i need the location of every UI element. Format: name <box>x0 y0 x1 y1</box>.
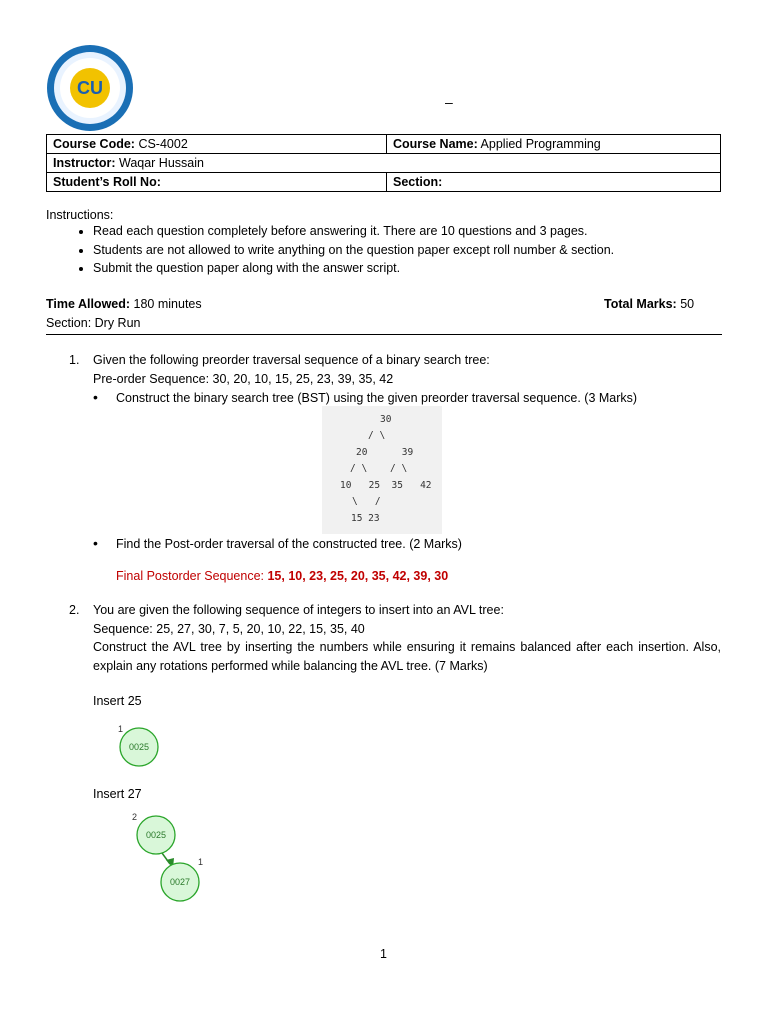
answer-label: Final Postorder Sequence: <box>116 569 268 583</box>
total-marks <box>604 297 694 311</box>
bst-tree-image <box>322 406 442 534</box>
time-allowed <box>46 297 202 311</box>
q1-bullet-construct: Construct the binary search tree (BST) using the given preorder traversal sequence. (3 Marks) <box>116 391 638 405</box>
roll-cell <box>47 173 387 192</box>
insert-25-label: Insert 25 <box>93 694 142 708</box>
tree-line: 30 <box>380 414 392 425</box>
node-value: 0025 <box>128 742 150 752</box>
instruction-item: • Read each question completely before answering it. There are 10 questions and 3 pages. <box>93 222 733 241</box>
page-number: 1 <box>380 947 387 961</box>
instructor-cell <box>47 154 721 173</box>
height-label: 1 <box>118 724 124 734</box>
q1-bullet-postorder: Find the Post-order traversal of the constructed tree. (2 Marks) <box>116 537 462 551</box>
course-name-value: Applied Programming <box>480 137 601 151</box>
tree-line: / \ <box>368 430 386 441</box>
q1-number: 1. <box>69 353 80 367</box>
avl-tree-step-2 <box>128 808 218 904</box>
instructions-heading: Instructions: <box>46 208 114 222</box>
course-name-cell <box>387 135 721 154</box>
roll-label: Student’s Roll No: <box>53 175 161 189</box>
tree-line: 10 25 35 42 <box>340 480 432 491</box>
time-value: 180 minutes <box>133 297 202 311</box>
section-line: Section: Dry Run <box>46 316 141 330</box>
node-value: 0025 <box>145 830 167 840</box>
tree-line: 15 23 <box>351 513 380 524</box>
course-code-value: CS-4002 <box>138 137 188 151</box>
avl-tree-step-1 <box>112 722 172 772</box>
time-label: Time Allowed: <box>46 297 131 311</box>
course-name-label: Course Name: <box>393 137 478 151</box>
course-info-table <box>46 134 721 192</box>
q2-text: You are given the following sequence of integers to insert into an AVL tree: <box>93 603 504 617</box>
course-code-cell <box>47 135 387 154</box>
tree-line: / \ / \ <box>350 463 408 474</box>
logo-text: CU <box>77 78 103 98</box>
height-label: 1 <box>198 857 204 867</box>
answer-value: 15, 10, 23, 25, 20, 35, 42, 39, 30 <box>267 569 449 583</box>
instructor-value: Waqar Hussain <box>118 156 204 170</box>
q2-paragraph: Construct the AVL tree by inserting the numbers while ensuring it remains balanced after each insertion. Also, explain any rotations performed while balancing the AVL tree. (7 Marks) <box>93 640 721 673</box>
bullet-icon: • <box>93 535 98 551</box>
node-value: 0027 <box>169 877 191 887</box>
divider <box>46 334 722 335</box>
height-label: 2 <box>132 812 138 822</box>
tree-line: 20 39 <box>356 447 414 458</box>
instructions-list <box>46 222 733 278</box>
section-cell <box>387 173 721 192</box>
header-dash: – <box>445 94 453 110</box>
instructor-label: Instructor: <box>53 156 116 170</box>
bullet-icon: • <box>93 389 98 405</box>
insert-27-label: Insert 27 <box>93 787 142 801</box>
university-logo <box>46 44 134 132</box>
q1-text: Given the following preorder traversal sequence of a binary search tree: <box>93 353 490 367</box>
q1-sequence: Pre-order Sequence: 30, 20, 10, 15, 25, 23, 39, 35, 42 <box>93 372 394 386</box>
instruction-item: • Submit the question paper along with the answer script. <box>93 259 733 278</box>
marks-label: Total Marks: <box>604 297 677 311</box>
instruction-item: • Students are not allowed to write anything on the question paper except roll number & section. <box>93 241 733 260</box>
tree-line: \ / <box>352 496 381 507</box>
course-code-label: Course Code: <box>53 137 135 151</box>
q2-number: 2. <box>69 603 80 617</box>
marks-value: 50 <box>680 297 695 311</box>
q1-answer <box>116 569 448 583</box>
q2-sequence: Sequence: 25, 27, 30, 7, 5, 20, 10, 22, 15, 35, 40 <box>93 622 365 636</box>
section-label: Section: <box>393 175 443 189</box>
